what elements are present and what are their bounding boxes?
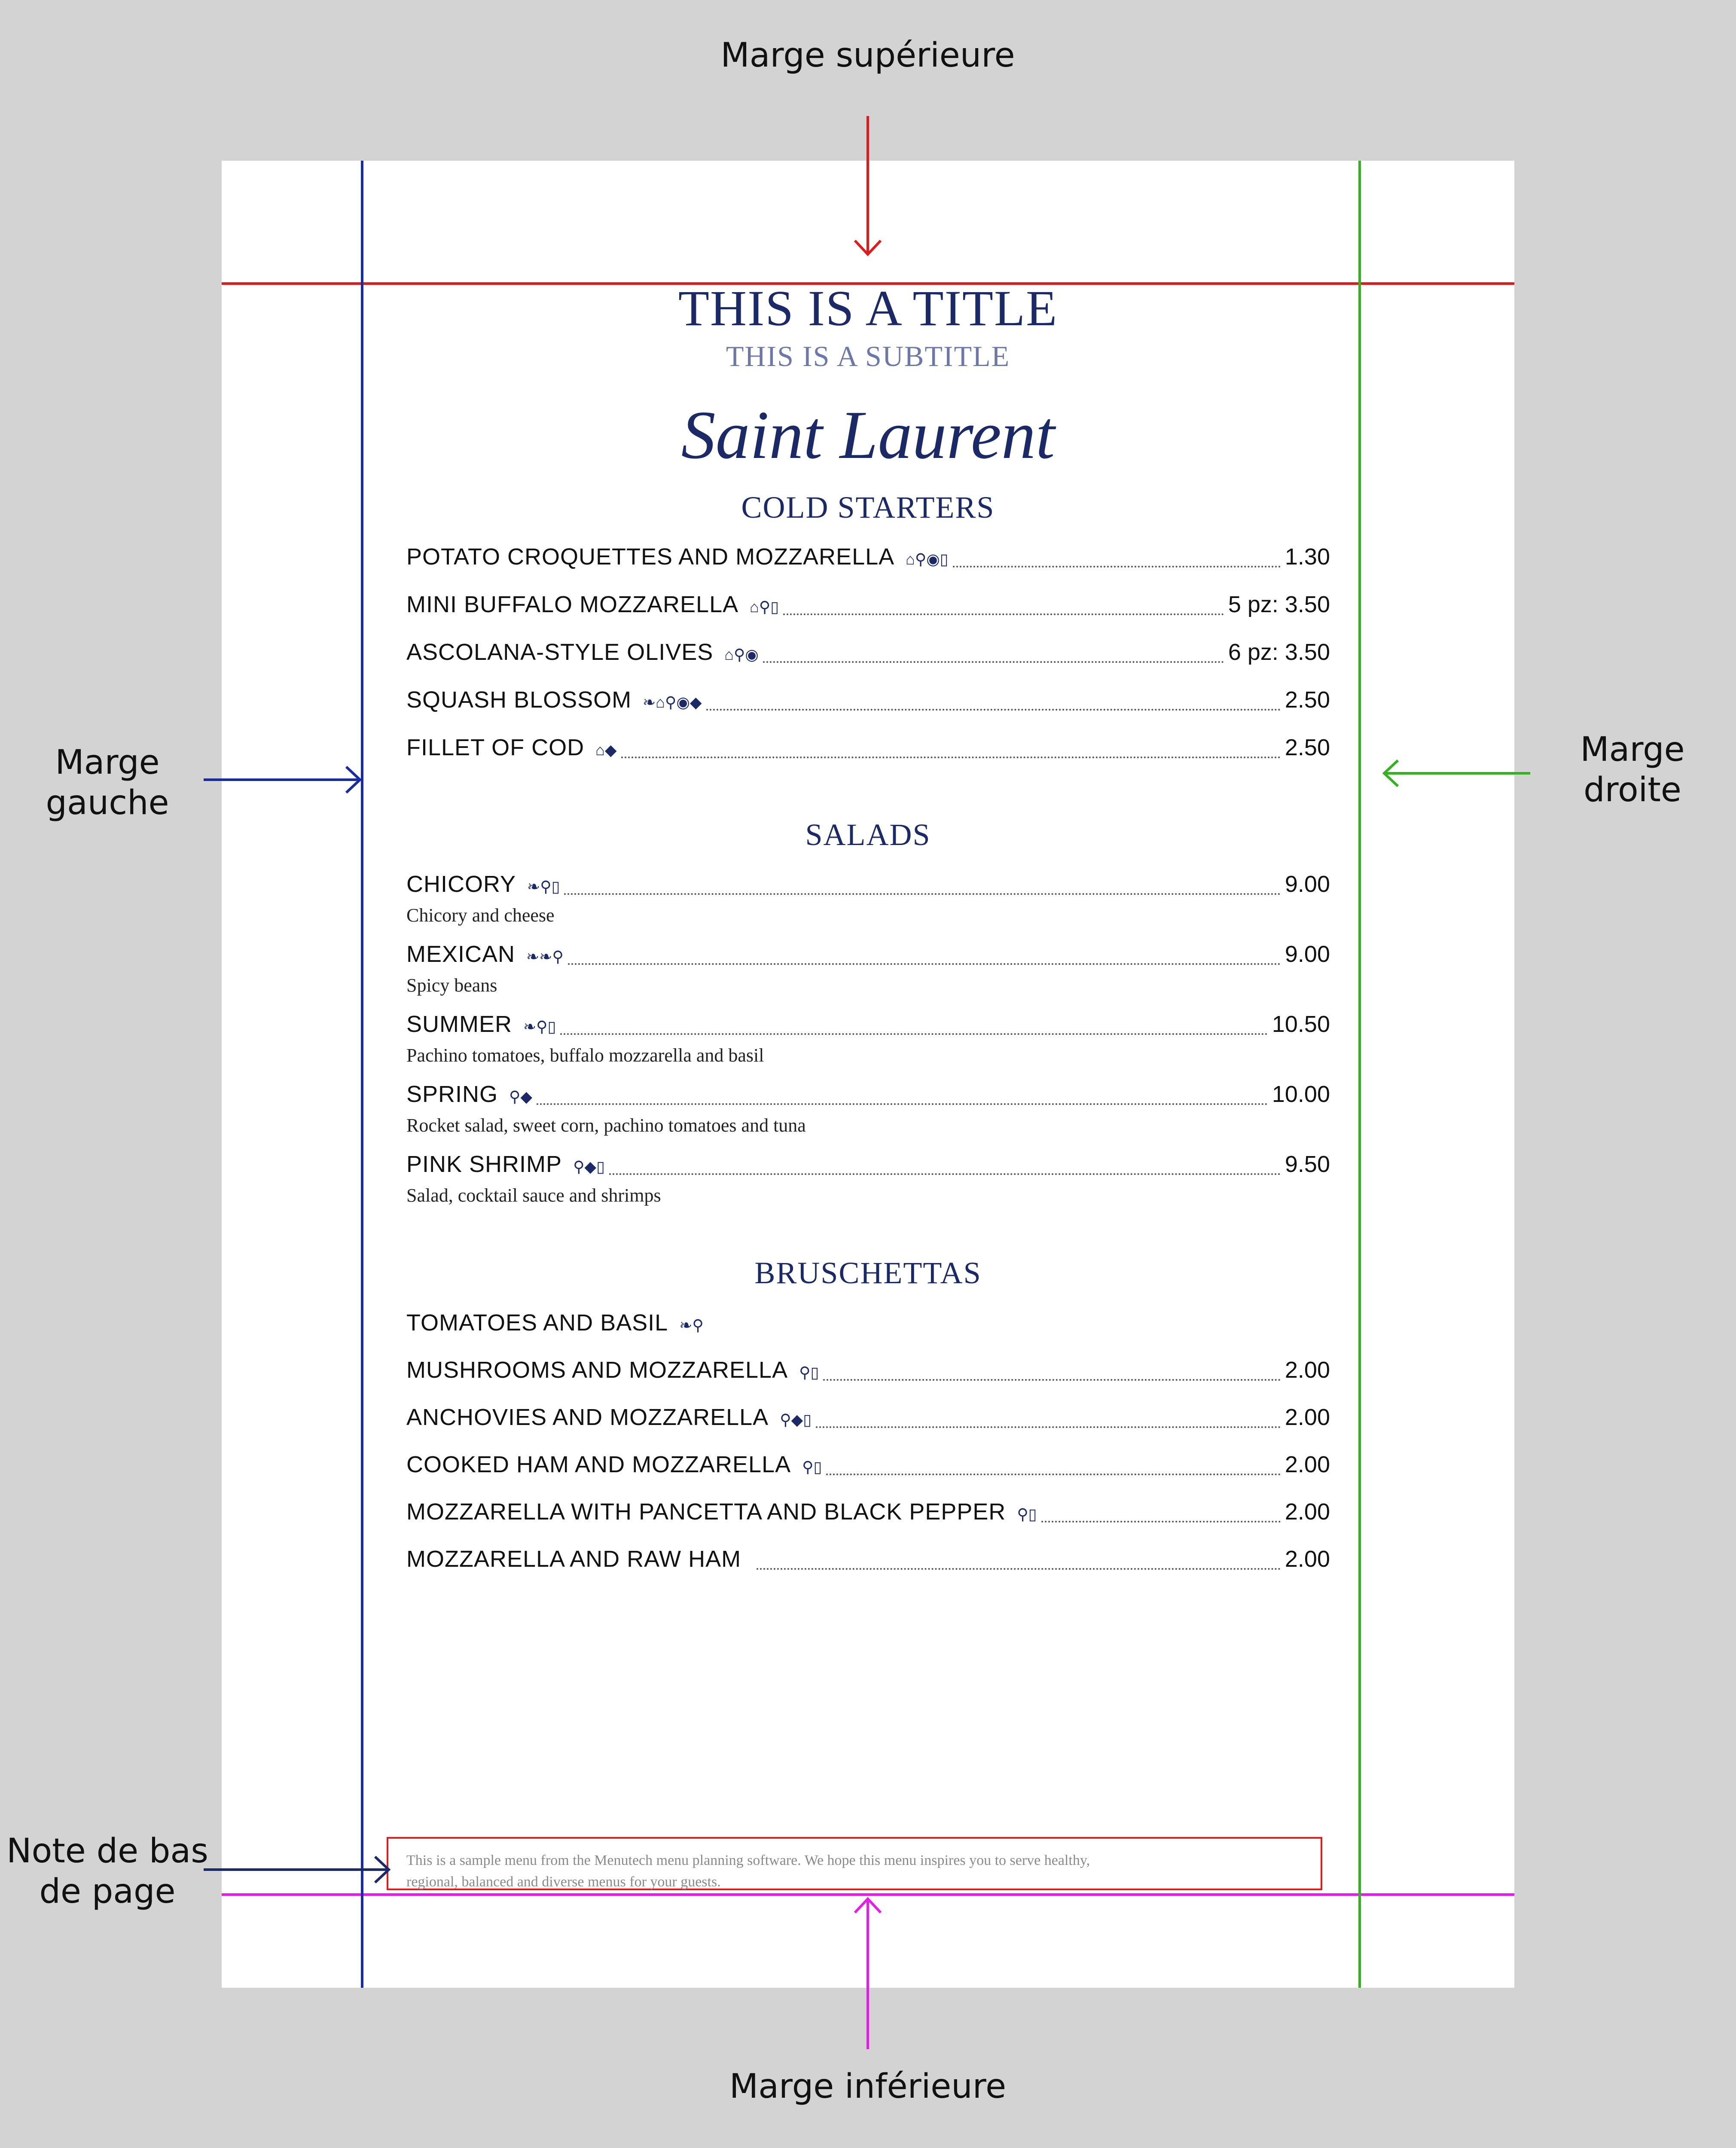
menu-item-price: 1.30 xyxy=(1284,544,1330,570)
footnote-line-2: regional, balanced and diverse menus for your guests. xyxy=(406,1874,721,1890)
menu-item-price: 9.00 xyxy=(1284,871,1330,897)
menu-item-name: SQUASH BLOSSOM xyxy=(406,687,632,713)
right-margin-label-line2: droite xyxy=(1583,771,1681,809)
menu-item-description: Salad, cocktail sauce and shrimps xyxy=(406,1185,661,1206)
menu-item-name: CHICORY xyxy=(406,871,516,897)
menu-item-price: 6 pz: 3.50 xyxy=(1228,639,1330,665)
menu-item-description: Rocket salad, sweet corn, pachino tomatoes and tuna xyxy=(406,1115,806,1136)
menu-subtitle: THIS IS A SUBTITLE xyxy=(726,340,1010,372)
section-title-bruschettas: BRUSCHETTAS xyxy=(754,1256,982,1290)
section-title-salads: SALADS xyxy=(805,818,931,852)
allergen-icons: ⚲▯ xyxy=(799,1364,819,1381)
allergen-icons: ❧⚲▯ xyxy=(523,1018,556,1035)
allergen-icons: ⌂⚲▯ xyxy=(750,598,779,616)
footnote-label-line1: Note de bas xyxy=(6,1832,208,1870)
menu-item-price: 2.00 xyxy=(1284,1546,1330,1572)
menu-item-name: PINK SHRIMP xyxy=(406,1151,562,1177)
right-margin-label-line1: Marge xyxy=(1580,730,1685,769)
allergen-icons: ⚲◆▯ xyxy=(780,1411,812,1428)
menu-item-price: 5 pz: 3.50 xyxy=(1228,592,1330,617)
menu-item-name: MUSHROOMS AND MOZZARELLA xyxy=(406,1357,788,1383)
menu-item-price: 2.00 xyxy=(1284,1357,1330,1383)
section-title-cold-starters: COLD STARTERS xyxy=(741,490,995,525)
allergen-icons: ⚲◆ xyxy=(509,1088,533,1105)
menu-item-price: 9.00 xyxy=(1284,941,1330,967)
allergen-icons: ⚲▯ xyxy=(802,1458,822,1476)
allergen-icons: ⌂⚲◉▯ xyxy=(906,550,949,568)
allergen-icons: ❧⌂⚲◉◆ xyxy=(643,693,702,711)
allergen-icons: ❧❧⚲ xyxy=(526,948,564,965)
menu-item-name: SUMMER xyxy=(406,1011,512,1037)
left-margin-label-line1: Marge xyxy=(55,743,160,782)
footnote-label-line2: de page xyxy=(39,1872,176,1911)
menu-item-description: Pachino tomatoes, buffalo mozzarella and basil xyxy=(406,1045,764,1066)
allergen-icons: ❧⚲ xyxy=(679,1316,704,1334)
menu-item-name: SPRING xyxy=(406,1081,498,1107)
menu-item-price: 2.50 xyxy=(1284,687,1330,713)
menu-item-price: 2.00 xyxy=(1284,1452,1330,1477)
menu-item-name: ANCHOVIES AND MOZZARELLA xyxy=(406,1404,769,1430)
menu-title: THIS IS A TITLE xyxy=(678,280,1058,336)
menu-item-name: MINI BUFFALO MOZZARELLA xyxy=(406,592,739,617)
menu-item-price: 10.50 xyxy=(1272,1011,1330,1037)
menu-item-description: Chicory and cheese xyxy=(406,905,555,926)
menu-item-name: MOZZARELLA WITH PANCETTA AND BLACK PEPPER xyxy=(406,1499,1006,1525)
left-margin-label-line2: gauche xyxy=(46,784,169,822)
menu-item-description: Spicy beans xyxy=(406,975,497,996)
top-margin-label: Marge supérieure xyxy=(720,36,1015,75)
menu-item-name: TOMATOES AND BASIL xyxy=(406,1310,668,1336)
menu-item-price: 9.50 xyxy=(1284,1151,1330,1177)
allergen-icons: ⌂◆ xyxy=(595,741,617,759)
footnote-line-1: This is a sample menu from the Menutech menu planning software. We hope this menu inspires you to serve healthy, xyxy=(406,1852,1090,1868)
allergen-icons: ⚲▯ xyxy=(1017,1505,1037,1523)
menu-item-name: COOKED HAM AND MOZZARELLA xyxy=(406,1452,791,1477)
menu-item-name: POTATO CROQUETTES AND MOZZARELLA xyxy=(406,544,895,570)
menu-item-name: ASCOLANA-STYLE OLIVES xyxy=(406,639,714,665)
menu-brand-logo: Saint Laurent xyxy=(681,397,1055,473)
allergen-icons: ❧⚲▯ xyxy=(527,878,560,895)
menu-item-price: 10.00 xyxy=(1272,1081,1330,1107)
menu-item-price: 2.00 xyxy=(1284,1499,1330,1525)
allergen-icons: ⚲◆▯ xyxy=(573,1158,605,1175)
menu-item-name: MEXICAN xyxy=(406,941,516,967)
menu-item-name: FILLET OF COD xyxy=(406,735,585,760)
allergen-icons: ⌂⚲◉ xyxy=(724,646,759,663)
menu-item-price: 2.50 xyxy=(1284,735,1330,760)
menu-item-price: 2.00 xyxy=(1284,1404,1330,1430)
bottom-margin-label: Marge inférieure xyxy=(729,2067,1007,2106)
menu-item-name: MOZZARELLA AND RAW HAM xyxy=(406,1546,741,1572)
